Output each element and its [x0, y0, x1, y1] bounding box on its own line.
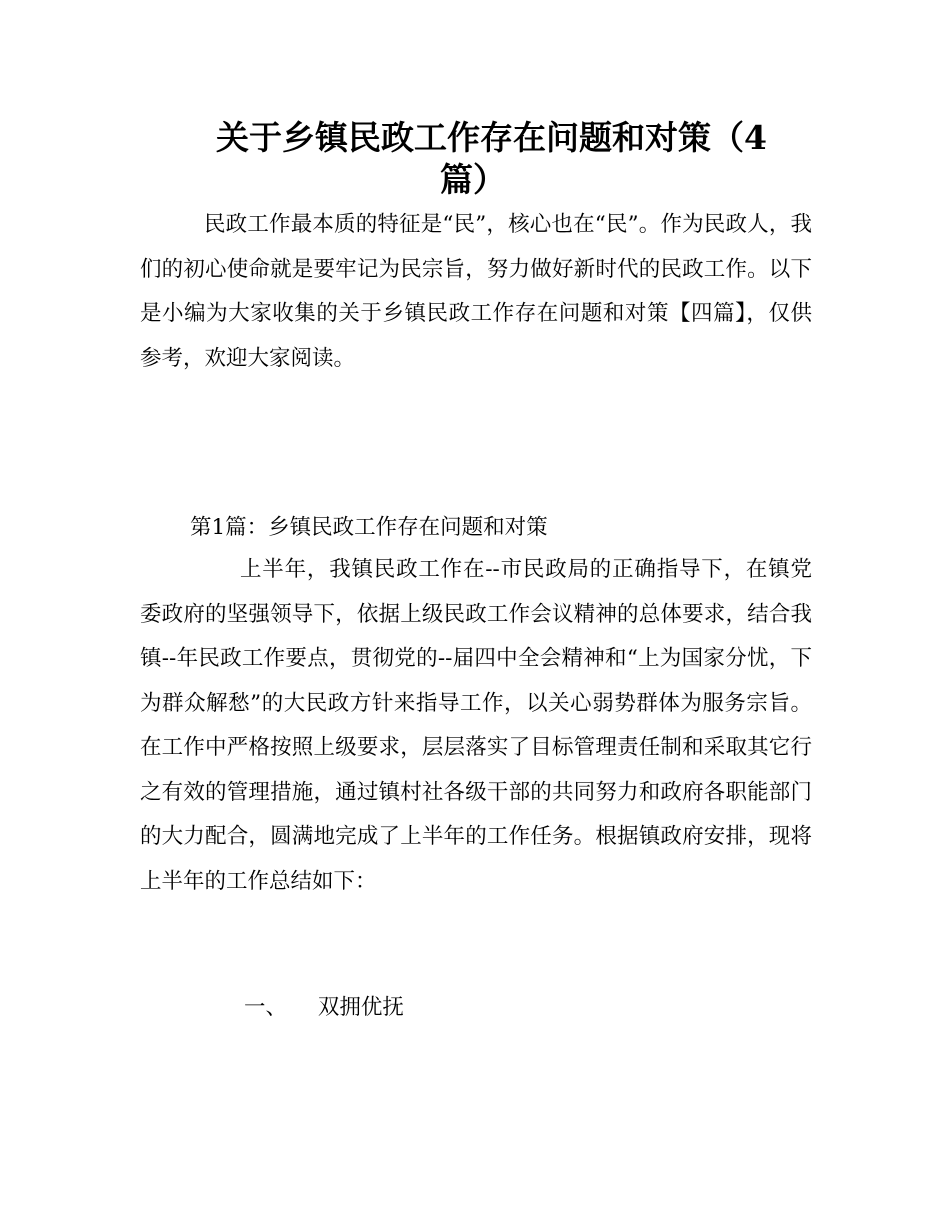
body-paragraph: 上半年，我镇民政工作在--市民政局的正确指导下，在镇党委政府的坚强领导下，依据上级民政工作会议精神的总体要求，结合我镇--年民政工作要点，贯彻党的--届四中全会精神和“上为国家分忧，下为群众解愁”的大民政方针来指导工作，以关心弱势群体为服务宗旨。在工作中严格按照上级要求，层层落实了目标管理责任制和采取其它行之有效的管理措施，通过镇村社各级干部的共同努力和政府各职能部门的大力配合，圆满地完成了上半年的工作任务。根据镇政府安排，现将上半年的工作总结如下：: [140, 557, 812, 894]
subheading: [244, 986, 404, 1030]
document-title-line-2: 篇）: [440, 160, 506, 199]
section-heading: 第1篇：乡镇民政工作存在问题和对策: [190, 515, 548, 540]
subheading-text: 双拥优抚: [317, 995, 404, 1020]
intro-paragraph: 民政工作最本质的特征是“民”，核心也在“民”。作为民政人，我们的初心使命就是要牢记为民宗旨，努力做好新时代的民政工作。以下是小编为大家收集的关于乡镇民政工作存在问题和对策【四篇】，仅供参考，欢迎大家阅读。: [140, 212, 812, 371]
document-title-line-1: 关于乡镇民政工作存在问题和对策（4: [216, 118, 767, 157]
subheading-number: 一、: [244, 995, 288, 1020]
